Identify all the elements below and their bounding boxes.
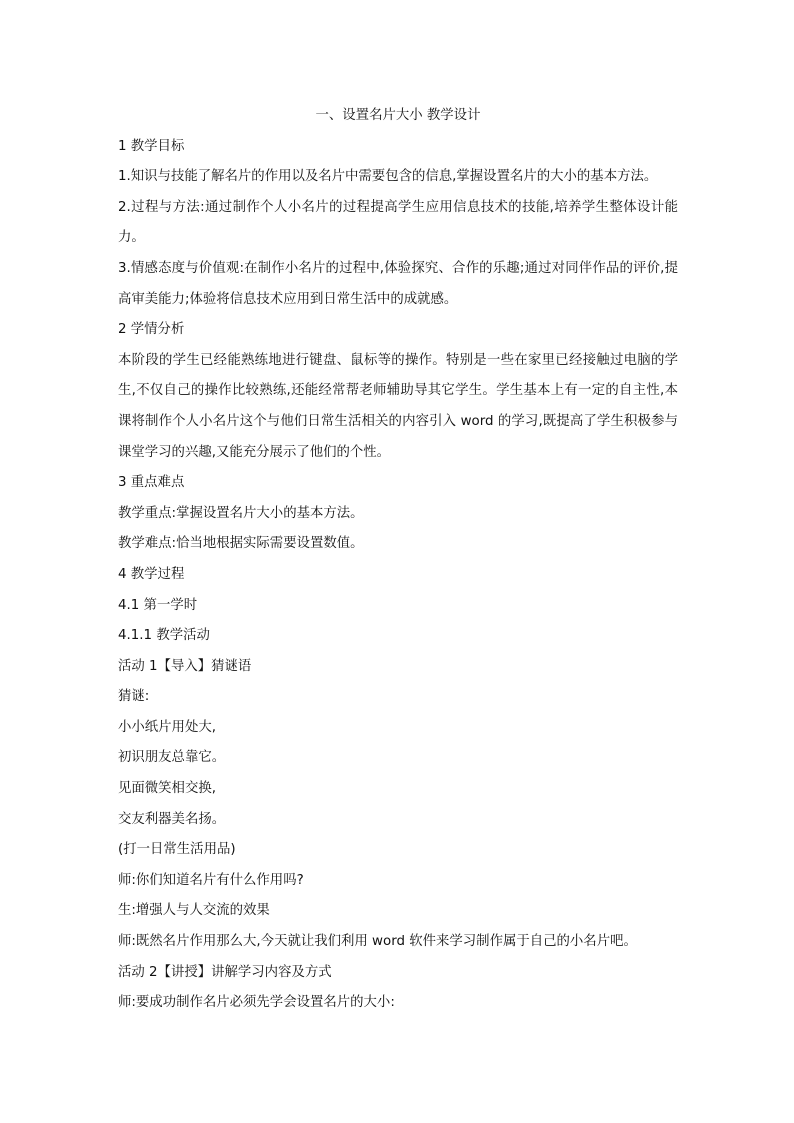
paragraph: 交友利器美名扬。 — [118, 811, 226, 827]
paragraph: 1.知识与技能了解名片的作用以及名片中需要包含的信息,掌握设置名片的大小的基本方法。 — [118, 169, 658, 185]
paragraph: 见面微笑相交换, — [118, 781, 216, 797]
paragraph: 活动 1【导入】猜谜语 — [118, 658, 252, 674]
paragraph: 师:要成功制作名片必须先学会设置名片的大小: — [118, 995, 395, 1011]
paragraph: (打一日常生活用品) — [118, 842, 236, 858]
paragraph: 2 学情分析 — [118, 322, 185, 338]
paragraph: 教学难点:恰当地根据实际需要设置数值。 — [118, 536, 364, 552]
paragraph: 3.情感态度与价值观:在制作小名片的过程中,体验探究、合作的乐趣;通过对同伴作品的评价,提高审美能力;体验将信息技术应用到日常生活中的成就感。 — [118, 260, 678, 307]
paragraph: 本阶段的学生已经能熟练地进行键盘、鼠标等的操作。特别是一些在家里已经接触过电脑的学生,不仅自己的操作比较熟练,还能经常帮老师辅助导其它学生。学生基本上有一定的自主性,本课将制作个人小名片这个与他们日常生活相关的内容引入 word 的学习,既提高了学生积极参与课堂学习的兴趣,又能充分展示了他们的个性。 — [118, 352, 678, 460]
document-title: 一、设置名片大小 教学设计 — [315, 108, 481, 123]
paragraph: 3 重点难点 — [118, 475, 185, 491]
paragraph: 4.1 第一学时 — [118, 597, 198, 613]
paragraph-list — [118, 132, 678, 1019]
paragraph: 生:增强人与人交流的效果 — [118, 903, 270, 919]
paragraph: 4 教学过程 — [118, 566, 185, 582]
paragraph: 师:你们知道名片有什么作用吗? — [118, 872, 304, 888]
paragraph: 教学重点:掌握设置名片大小的基本方法。 — [118, 505, 364, 521]
paragraph: 小小纸片用处大, — [118, 719, 216, 735]
paragraph: 初识朋友总靠它。 — [118, 750, 226, 766]
paragraph: 师:既然名片作用那么大,今天就让我们利用 word 软件来学习制作属于自己的小名片吧。 — [118, 934, 637, 950]
paragraph: 2.过程与方法:通过制作个人小名片的过程提高学生应用信息技术的技能,培养学生整体设计能力。 — [118, 199, 678, 246]
document-body — [118, 101, 678, 1019]
paragraph: 猜谜: — [118, 689, 150, 705]
paragraph: 1 教学目标 — [118, 138, 185, 154]
paragraph: 4.1.1 教学活动 — [118, 628, 210, 644]
paragraph: 活动 2【讲授】讲解学习内容及方式 — [118, 964, 332, 980]
